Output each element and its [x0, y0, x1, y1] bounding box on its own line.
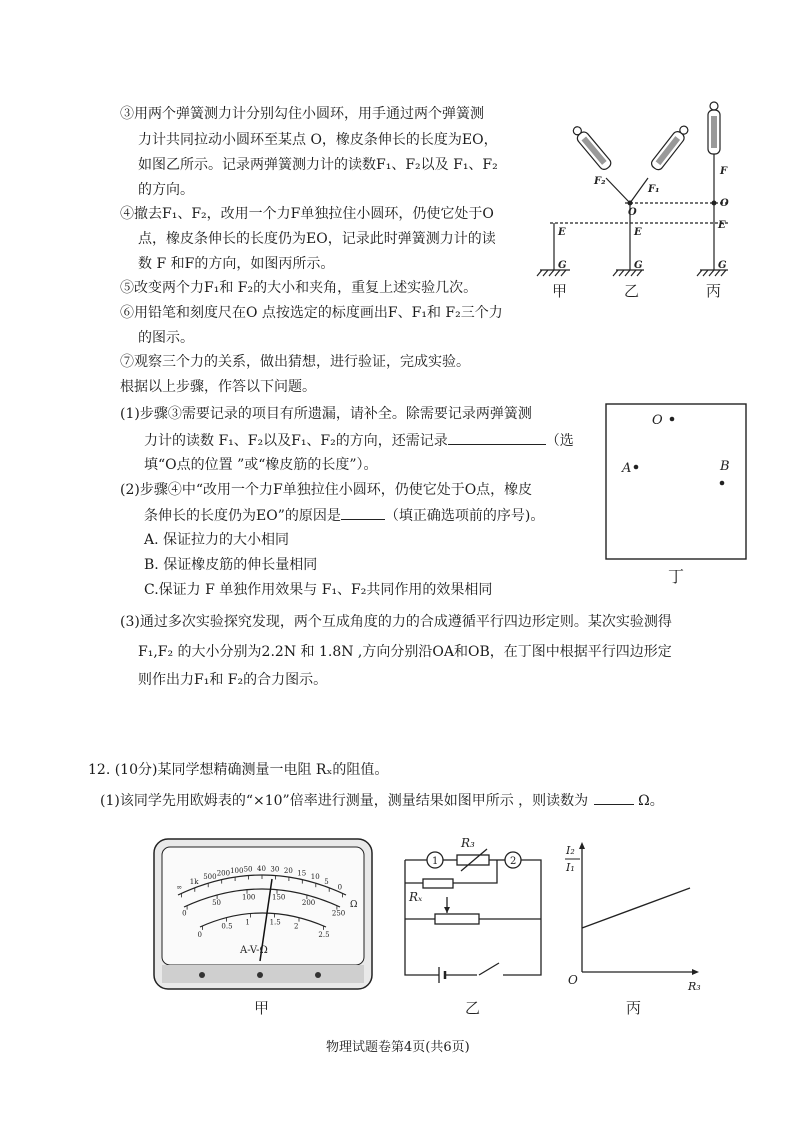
r3-label: R₃ [461, 836, 475, 850]
linear-tick-label: 100 [242, 893, 256, 902]
q2-option-a[interactable]: A. 保证拉力的大小相同 [144, 532, 290, 548]
force-diagram [530, 98, 760, 303]
step7: ⑦观察三个力的关系，做出猜想，进行验证，完成实验。 [120, 354, 470, 370]
meter-2-label: 2 [510, 856, 517, 867]
meter-screw-left [199, 972, 205, 978]
ohm-tick-label: 500 [203, 873, 217, 882]
small-tick-label: 0.5 [221, 922, 233, 931]
meter-mode-label: A-V-Ω [240, 945, 268, 956]
label-e-yi: E [634, 227, 642, 238]
ohm-tick-label: 1k [189, 877, 199, 886]
linear-tick-label: 150 [272, 893, 286, 902]
label-f2: F₂ [594, 176, 606, 187]
step6-line1: ⑥用铅笔和刻度尺在O 点按选定的标度画出F、F₁和 F₂三个力 [120, 305, 503, 321]
meter-screw-center [257, 972, 263, 978]
ohm-tick-label: 15 [297, 869, 307, 878]
page-footer: 物理试题卷第4页(共6页) [326, 1040, 470, 1055]
label-a-ding: A [622, 461, 632, 476]
yi-spring-scale-right [650, 123, 691, 171]
caption-graph-bing: 丙 [626, 999, 642, 1017]
step3-line1: ③用两个弹簧测力计分别勾住小圆环，用手通过两个弹簧测 [120, 106, 484, 122]
caption-meter-jia: 甲 [254, 999, 270, 1017]
ohm-tick-label: 100 [230, 867, 244, 875]
step5: ⑤改变两个力F₁和 F₂的大小和夹角，重复上述实验几次。 [120, 280, 478, 296]
y-label-denominator: I₁ [566, 861, 575, 874]
meter-bottom-band [162, 965, 364, 983]
bing-spring-scale [708, 102, 720, 154]
q12-answer-blank[interactable] [594, 790, 634, 805]
q1-line3: 填“O点的位置 ”或“橡皮筋的长度”）。 [144, 457, 378, 473]
linear-tick-label: 200 [301, 899, 316, 907]
yi-ring [628, 201, 633, 206]
label-f: F [720, 166, 728, 177]
step3-line2: 力计共同拉动小圆环至某点 O，橡皮条伸长的长度为EO， [138, 132, 498, 148]
step4-line1: ④撤去F₁、F₂，改用一个力F单独拉住小圆环，仍使它处于O [120, 206, 494, 222]
meter-screw-right [315, 972, 321, 978]
switch-lever [479, 963, 499, 975]
caption-yi: 乙 [624, 282, 640, 300]
q2-line2 [144, 505, 544, 526]
x-axis-arrow [692, 969, 699, 975]
q2-option-c[interactable]: C.保证力 F 单独作用效果与 F₁、F₂共同作用的效果相同 [144, 582, 493, 598]
ohm-tick-label: 50 [243, 865, 253, 874]
point-b [720, 481, 725, 486]
slide-rheostat [435, 914, 479, 924]
label-o-ding: O [652, 413, 663, 428]
ohm-tick-label: 200 [216, 869, 231, 878]
intro-text: 根据以上步骤，作答以下问题。 [120, 379, 316, 395]
q1-answer-blank[interactable] [448, 430, 546, 445]
linear-tick-label: 0 [182, 909, 187, 918]
caption-ding: 丁 [668, 567, 685, 586]
ohm-tick-label: ∞ [176, 883, 183, 892]
y-label-numerator: I₂ [566, 844, 575, 857]
step3-line3: 如图乙所示。记录两弹簧测力计的读数F₁、F₂以及 F₁、F₂ [138, 157, 498, 173]
label-g-bing: G [718, 260, 727, 271]
ohm-tick-label: 30 [270, 865, 280, 874]
q3-line2: F₁,F₂ 的大小分别为2.2N 和 1.8N ,方向分别沿OA和OB，在丁图中根据平行四边形定 [138, 644, 672, 660]
q12-part1 [100, 790, 664, 811]
slider-arrowhead [444, 907, 450, 913]
caption-jia: 甲 [552, 282, 568, 300]
meter-1-label: 1 [432, 856, 439, 867]
label-g-yi: G [634, 260, 643, 271]
point-a [634, 465, 639, 470]
x-label: R₃ [688, 980, 701, 993]
q3-line3: 则作出力F₁和 F₂的合力图示。 [138, 672, 328, 688]
r3-variable-arrow [461, 849, 487, 871]
ding-frame [606, 404, 746, 559]
label-e-bing: E [718, 220, 726, 231]
label-e-jia: E [558, 227, 566, 238]
q2-line1: (2)步骤④中“改用一个力F单独拉住小圆环，仍使它处于O点，橡皮 [120, 482, 533, 498]
q1-line1: (1)步骤③需要记录的项目有所遗漏，请补全。除需要记录两弹簧测 [120, 406, 532, 422]
ohm-tick-label: 10 [310, 873, 320, 882]
wire-rx-right [453, 860, 497, 883]
small-tick-label: 2.5 [318, 930, 330, 939]
label-b-ding: B [720, 459, 730, 474]
resistor-rx [423, 879, 453, 888]
q2-option-b[interactable]: B. 保证橡皮筋的伸长量相同 [144, 557, 318, 573]
q1-line2 [144, 430, 574, 451]
label-g-jia: G [558, 260, 567, 271]
label-o-bing: O [720, 198, 729, 209]
small-tick-label: 2 [294, 922, 299, 931]
small-tick-label: 1 [245, 918, 250, 927]
label-o-yi: O [628, 207, 637, 218]
step4-line2: 点，橡皮条伸长的长度仍为EO，记录此时弹簧测力计的读 [138, 231, 496, 247]
yi-spring-scale-left [570, 124, 613, 172]
step3-line4: 的方向。 [138, 182, 194, 198]
q12-title: 12. (10分)某同学想精确测量一电阻 Rₓ的阻值。 [88, 762, 389, 778]
linear-tick-label: 50 [212, 899, 222, 907]
graph-figure [560, 830, 720, 1020]
q12-part1-text: (1)该同学先用欧姆表的“×10”倍率进行测量，测量结果如图甲所示 ，则读数为 [100, 793, 589, 809]
figure-ding [604, 402, 754, 592]
q2-line2-tail: （填正确选项前的序号)。 [384, 508, 545, 524]
small-tick-label: 0 [197, 930, 202, 939]
q1-line2-tail: （选 [545, 433, 574, 449]
multimeter-figure [150, 835, 380, 1020]
point-o [670, 417, 675, 422]
bing-ring [712, 201, 717, 206]
label-f1: F₁ [648, 184, 660, 195]
linear-tick-label: 250 [331, 909, 346, 918]
graph-line [582, 888, 690, 928]
wire-right [503, 860, 541, 975]
rx-label: Rₓ [409, 890, 423, 904]
small-tick-label: 1.5 [269, 918, 281, 927]
y-axis-arrow [579, 842, 585, 849]
caption-bing: 丙 [706, 282, 722, 300]
yi-f2-line [606, 178, 630, 203]
ohm-tick-label: 5 [324, 877, 329, 886]
step6-line2: 的图示。 [138, 330, 194, 346]
yi-f1-line [630, 178, 648, 203]
origin-label: O [568, 973, 578, 987]
wire-left [405, 860, 439, 975]
caption-circuit-yi: 乙 [465, 999, 481, 1017]
q3-line1: (3)通过多次实验探究发现，两个互成角度的力的合成遵循平行四边形定则。某次实验测得 [120, 614, 672, 630]
q2-line2-text: 条伸长的长度仍为EO”的原因是 [144, 508, 341, 524]
meter-ohm-unit: Ω [350, 900, 358, 910]
q2-answer-blank[interactable] [341, 505, 385, 520]
ohm-tick-label: 0 [337, 883, 343, 892]
ohm-tick-label: 20 [283, 867, 293, 875]
q12-part1-unit: Ω。 [638, 793, 664, 809]
step4-line3: 数 F 和F的方向，如图丙所示。 [138, 256, 335, 272]
q1-line2-text: 力计的读数 F₁、F₂以及F₁、F₂的方向，还需记录 [144, 433, 448, 449]
circuit-figure [395, 835, 555, 1020]
ohm-tick-label: 40 [257, 865, 266, 873]
